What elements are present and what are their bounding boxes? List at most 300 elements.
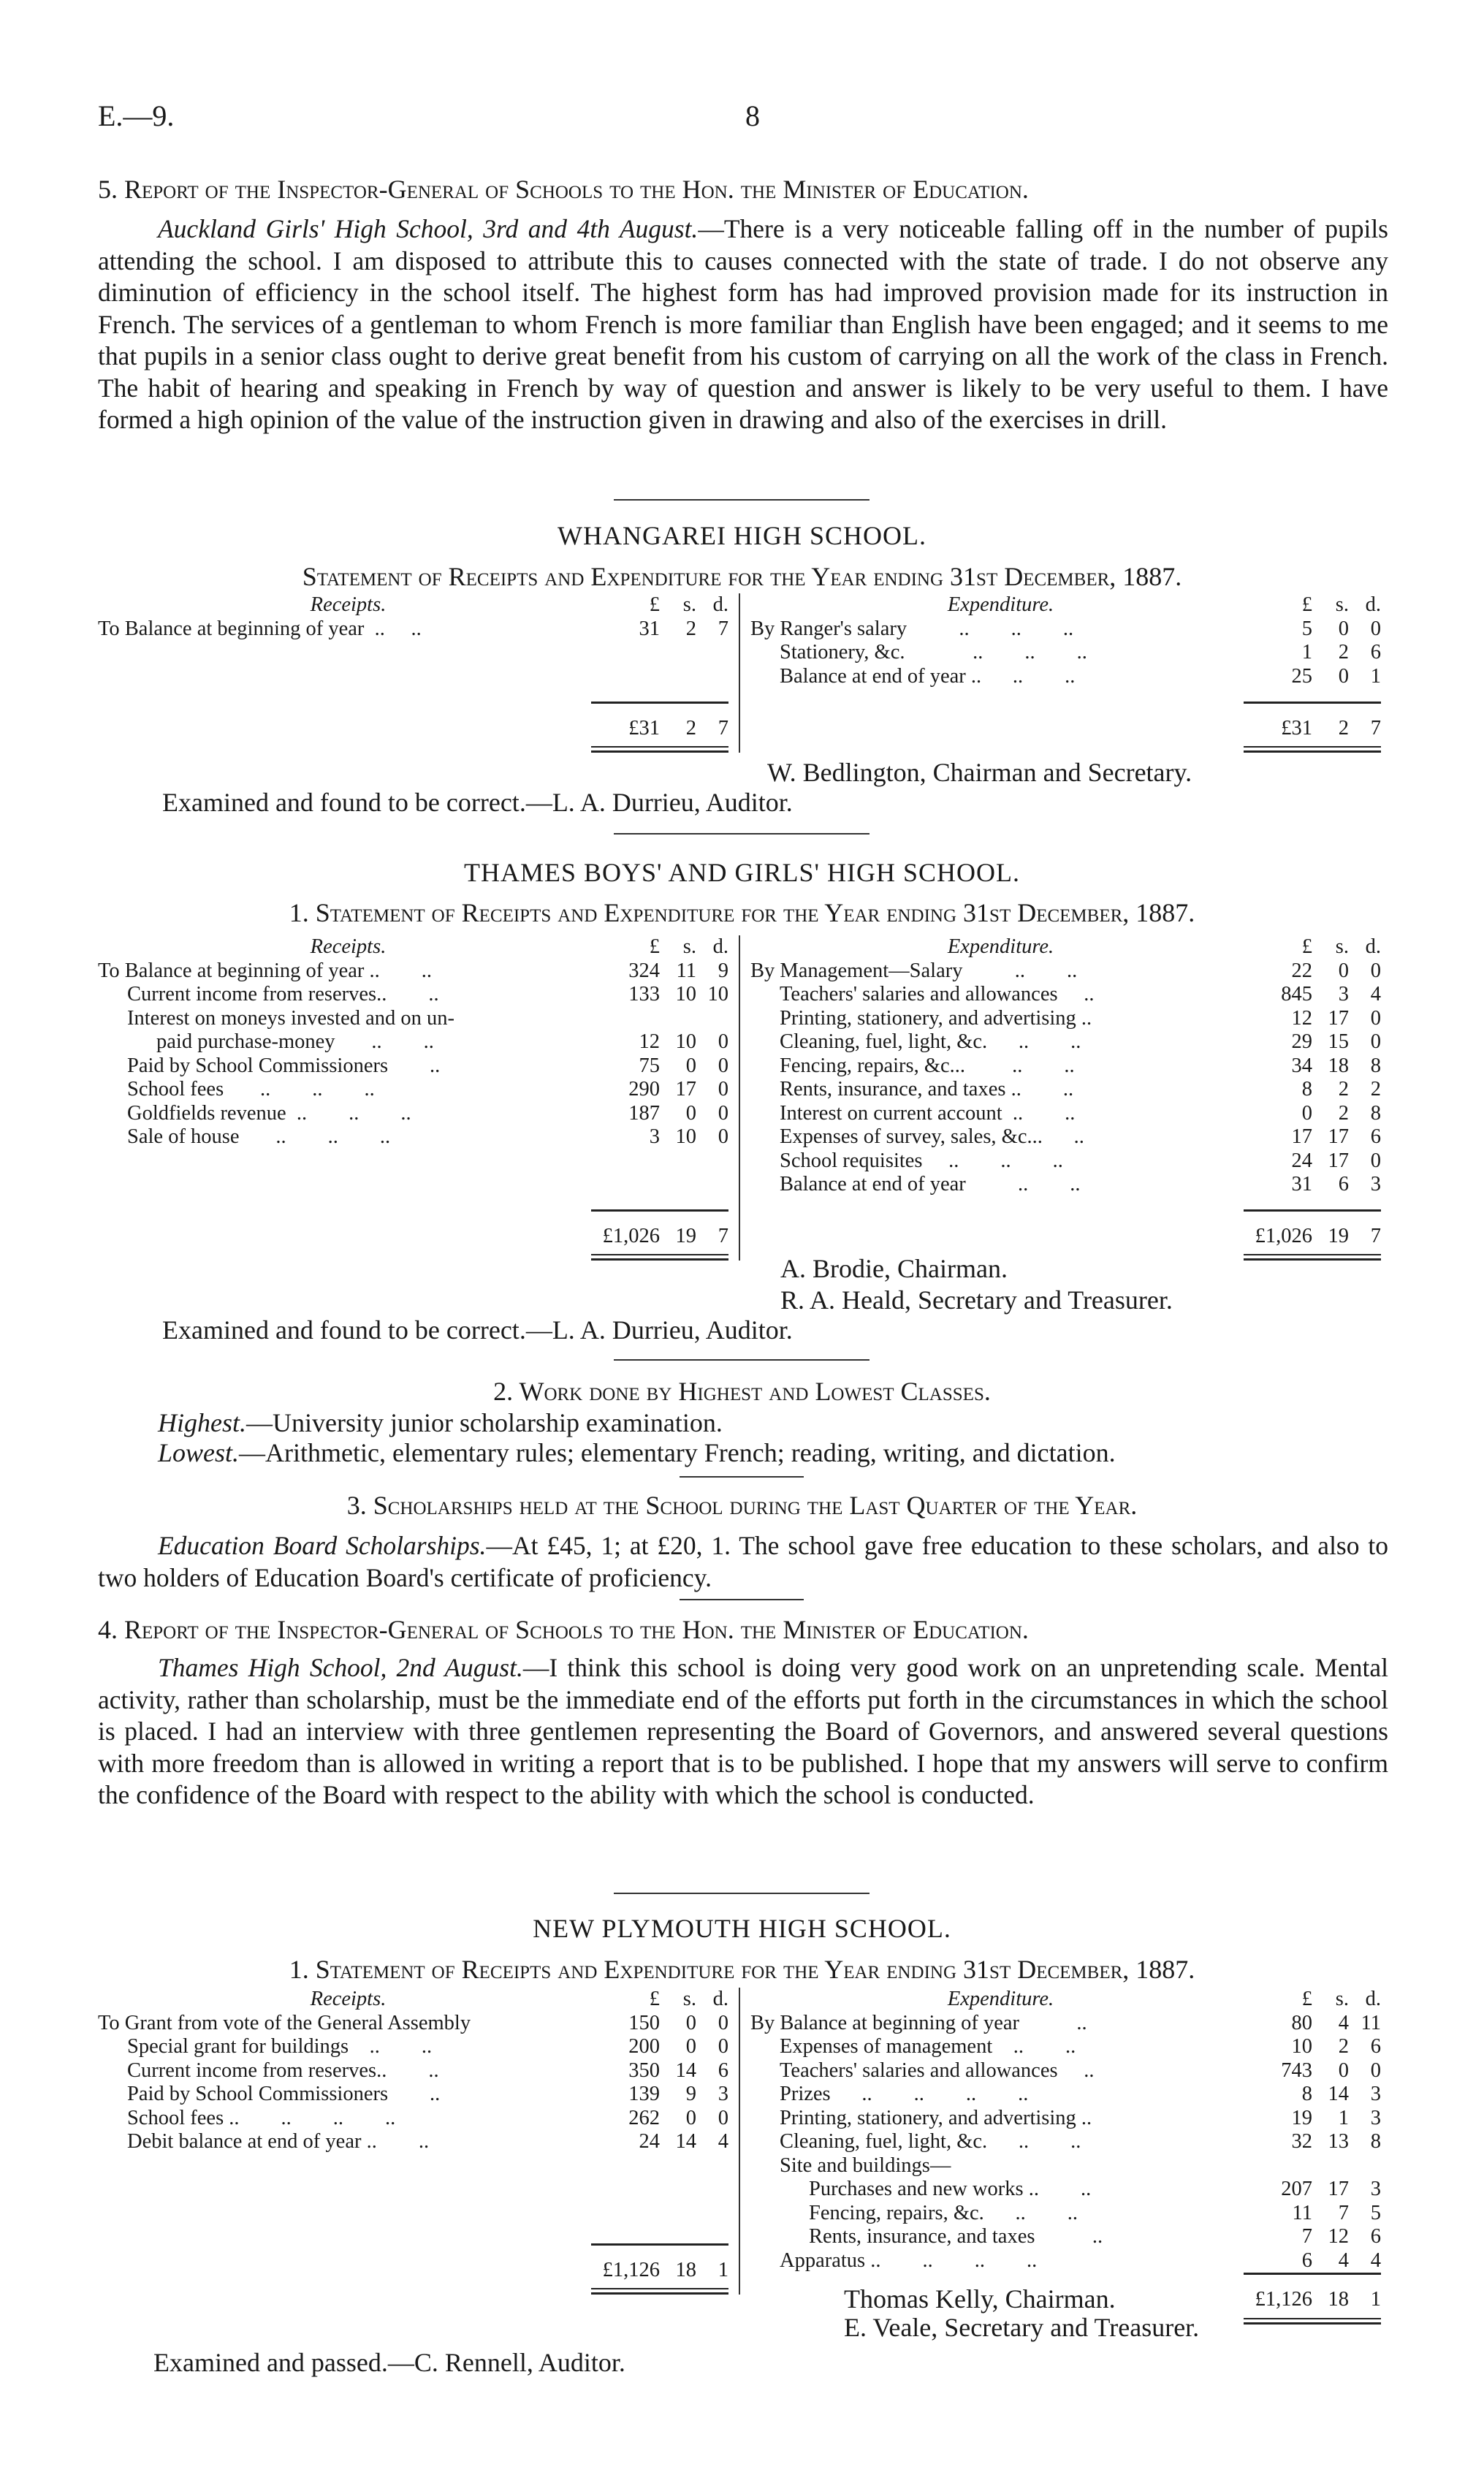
new-plymouth-statement: 1. Statement of Receipts and Expenditure for the Year ending 31st December, 1887. <box>289 1955 1195 1984</box>
amount-s: 0 <box>685 1054 696 1077</box>
expenditure-header-row <box>750 1988 1381 2012</box>
total-box <box>591 702 728 753</box>
account-row <box>750 665 1381 689</box>
amount-l: 133 <box>628 983 660 1006</box>
account-row <box>750 2083 1381 2107</box>
thames-signature-chairman: A. Brodie, Chairman. <box>780 1254 1008 1283</box>
account-row <box>750 983 1381 1007</box>
amount-l: 207 <box>1281 2178 1312 2200</box>
account-label: By Ranger's salary .. .. .. <box>750 617 1074 640</box>
total-block <box>98 2243 728 2295</box>
currency-header-s: s. <box>682 1988 696 2010</box>
amount-s: 14 <box>675 2130 696 2153</box>
amount-s: 18 <box>1328 1054 1349 1077</box>
new-plymouth-examined: Examined and passed.—C. Rennell, Auditor. <box>153 2348 625 2377</box>
amount-l: 8 <box>1301 1078 1312 1101</box>
scholarships-text: —At £45, 1; at £20, 1. The school gave free education to these scholars, and also to two holders of Education Board's certificate of proficiency. <box>98 1531 1388 1592</box>
amount-d: 0 <box>718 1125 728 1148</box>
amount-l: 845 <box>1281 983 1312 1006</box>
total-l: £31 <box>1281 716 1312 740</box>
total-block <box>750 702 1381 753</box>
thames-signature-secretary: R. A. Heald, Secretary and Treasurer. <box>780 1285 1173 1315</box>
amount-l: 5 <box>1301 617 1312 640</box>
lowest-label: Lowest. <box>158 1438 240 1467</box>
account-row <box>750 2178 1381 2202</box>
expenditure-heading: Expenditure. <box>947 1988 1054 2010</box>
total-s: 18 <box>1328 2288 1349 2311</box>
divider <box>614 499 870 501</box>
currency-header-d: d. <box>1365 935 1381 958</box>
amount-l: 80 <box>1291 2011 1312 2034</box>
amount-d: 0 <box>718 2106 728 2129</box>
receipts-column <box>98 1988 740 2295</box>
account-row <box>98 1102 728 1126</box>
account-label: Fencing, repairs, &c... .. .. <box>780 1054 1075 1077</box>
amount-d: 0 <box>1370 1149 1381 1172</box>
currency-header-d: d. <box>1365 1988 1381 2010</box>
whangarei-title: WHANGAREI HIGH SCHOOL. <box>558 521 926 550</box>
amount-d: 10 <box>707 983 728 1006</box>
amount-l: 7 <box>1301 2225 1312 2248</box>
amount-d: 6 <box>1370 641 1381 664</box>
account-row <box>750 2107 1381 2131</box>
currency-header-l: £ <box>649 593 660 616</box>
expenditure-column <box>740 593 1381 753</box>
expenditure-column <box>740 935 1381 1261</box>
thames-accounts-table <box>98 935 1381 1261</box>
total-row <box>591 717 728 741</box>
amount-s: 11 <box>676 959 696 982</box>
account-label: Paid by School Commissioners .. <box>127 2083 441 2105</box>
account-label: Prizes .. .. .. .. <box>780 2083 1029 2105</box>
account-label: Debit balance at end of year .. .. <box>127 2130 430 2153</box>
amount-d: 8 <box>1370 1101 1381 1125</box>
amount-d: 6 <box>1370 2035 1381 2058</box>
account-label: Balance at end of year .. .. .. <box>780 664 1076 688</box>
thames-statement: 1. Statement of Receipts and Expenditure for the Year ending 31st December, 1887. <box>289 898 1195 927</box>
account-label: Expenses of survey, sales, &c... .. <box>780 1125 1084 1148</box>
amount-s: 2 <box>1338 1078 1349 1101</box>
total-s: 2 <box>1338 716 1349 740</box>
account-label: Balance at end of year .. .. <box>780 1173 1081 1196</box>
account-label: Current income from reserves.. .. <box>127 2059 439 2082</box>
double-rule <box>591 746 728 753</box>
account-row <box>750 2059 1381 2083</box>
total-block <box>98 702 728 753</box>
amount-s: 17 <box>675 1078 696 1101</box>
account-label: Goldfields revenue .. .. .. <box>127 1101 411 1125</box>
expenditure-heading: Expenditure. <box>947 935 1054 958</box>
account-row <box>98 1007 728 1031</box>
amount-d: 8 <box>1370 1054 1381 1077</box>
currency-header-s: s. <box>1335 1988 1349 2010</box>
account-row <box>750 1125 1381 1149</box>
amount-d: 3 <box>1370 2178 1381 2200</box>
total-box <box>591 1209 728 1261</box>
amount-s <box>1312 2154 1349 2178</box>
amount-l: 6 <box>1301 2249 1312 2272</box>
amount-s: 10 <box>675 1125 696 1148</box>
account-row <box>750 2035 1381 2059</box>
amount-s: 13 <box>1328 2130 1349 2153</box>
account-label: Teachers' salaries and allowances .. <box>780 2059 1095 2082</box>
total-row <box>1244 2288 1381 2312</box>
account-row <box>98 2130 728 2154</box>
amount-d <box>1349 2154 1381 2178</box>
divider <box>680 1599 804 1600</box>
account-row <box>750 1054 1381 1079</box>
account-label: Teachers' salaries and allowances .. <box>780 983 1095 1006</box>
amount-d: 9 <box>718 959 728 982</box>
amount-l: 350 <box>628 2059 660 2082</box>
amount-l: 3 <box>649 1125 660 1148</box>
amount-s: 0 <box>685 2011 696 2034</box>
currency-header-s: s. <box>1335 935 1349 958</box>
total-d: 1 <box>718 2258 728 2281</box>
highest-label: Highest. <box>158 1408 246 1437</box>
currency-header-l: £ <box>1301 935 1312 958</box>
total-box <box>591 2243 728 2295</box>
divider <box>614 1893 870 1894</box>
amount-l: 25 <box>1291 664 1312 688</box>
thames-report-paragraph <box>98 1652 1388 1812</box>
divider <box>680 1476 804 1478</box>
amount-s: 9 <box>685 2083 696 2105</box>
account-row <box>750 1007 1381 1031</box>
account-label: Cleaning, fuel, light, &c. .. .. <box>780 1030 1081 1053</box>
currency-header-l: £ <box>649 935 660 958</box>
thames-report-heading: 4. Report of the Inspector-General of Schools to the Hon. the Minister of Education. <box>98 1615 1029 1644</box>
account-row <box>750 2202 1381 2226</box>
amount-s: 17 <box>1328 1125 1349 1148</box>
account-row <box>750 2130 1381 2154</box>
amount-d: 3 <box>1370 2083 1381 2105</box>
amount-l: 75 <box>639 1054 660 1077</box>
total-box <box>1244 2273 1381 2325</box>
currency-header-l: £ <box>649 1988 660 2010</box>
currency-header-l: £ <box>1301 593 1312 616</box>
amount-l: 743 <box>1281 2059 1312 2082</box>
account-row <box>98 1078 728 1102</box>
total-s: 2 <box>685 716 696 740</box>
amount-d: 8 <box>1370 2130 1381 2153</box>
currency-header-d: d. <box>712 593 728 616</box>
amount-d: 0 <box>718 2035 728 2058</box>
amount-d: 0 <box>1370 959 1381 982</box>
total-d: 7 <box>1370 716 1381 740</box>
receipts-column <box>98 935 740 1261</box>
amount-l: 187 <box>628 1101 660 1125</box>
total-row <box>1244 1225 1381 1249</box>
amount-d: 0 <box>718 1054 728 1077</box>
currency-header-l: £ <box>1301 1988 1312 2010</box>
amount-s: 0 <box>1338 617 1349 640</box>
total-l: £1,026 <box>1255 1224 1312 1247</box>
amount-s: 7 <box>1338 2201 1349 2224</box>
total-l: £1,126 <box>1255 2288 1312 2311</box>
amount-l: 11 <box>1292 2201 1312 2224</box>
amount-s: 12 <box>1328 2225 1349 2248</box>
account-label: To Balance at beginning of year .. .. <box>98 617 422 640</box>
account-label: Interest on current account .. .. <box>780 1101 1076 1125</box>
currency-header-d: d. <box>1365 593 1381 616</box>
currency-header-s: s. <box>1335 593 1349 616</box>
double-rule <box>1244 746 1381 753</box>
account-row <box>750 2154 1381 2178</box>
account-label: School fees .. .. .. <box>127 1078 375 1101</box>
amount-s: 0 <box>1338 959 1349 982</box>
amount-s: 17 <box>1328 1006 1349 1030</box>
page-number: 8 <box>745 99 760 132</box>
amount-s: 17 <box>1328 2178 1349 2200</box>
highest-text: —University junior scholarship examination. <box>246 1408 723 1437</box>
account-row <box>98 959 728 984</box>
account-row <box>750 617 1381 642</box>
account-label: Stationery, &c. .. .. .. <box>780 641 1087 664</box>
total-l: £31 <box>628 716 660 740</box>
scholarships-lead: Education Board Scholarships. <box>158 1531 487 1560</box>
amount-l: 24 <box>639 2130 660 2153</box>
account-row <box>750 2012 1381 2036</box>
amount-d: 11 <box>1361 2011 1381 2034</box>
total-d: 1 <box>1370 2288 1381 2311</box>
receipts-header-row <box>98 1988 728 2012</box>
receipts-header-row <box>98 935 728 959</box>
amount-d: 0 <box>1370 2059 1381 2082</box>
amount-s: 3 <box>1338 983 1349 1006</box>
amount-s <box>660 1007 696 1031</box>
amount-l: 10 <box>1291 2035 1312 2058</box>
thames-title: THAMES BOYS' AND GIRLS' HIGH SCHOOL. <box>463 858 1021 887</box>
amount-d: 0 <box>718 1078 728 1101</box>
amount-l: 1 <box>1301 641 1312 664</box>
amount-s: 0 <box>685 2106 696 2129</box>
double-rule <box>591 1254 728 1261</box>
work-highest <box>158 1407 723 1438</box>
divider <box>614 1359 870 1361</box>
total-d: 7 <box>718 716 728 740</box>
amount-s: 14 <box>1328 2083 1349 2105</box>
amount-d: 7 <box>718 617 728 640</box>
account-label: Purchases and new works .. .. <box>809 2178 1092 2200</box>
amount-l: 34 <box>1291 1054 1312 1077</box>
amount-l: 22 <box>1291 959 1312 982</box>
total-l: £1,126 <box>602 2258 660 2281</box>
total-d: 7 <box>1370 1224 1381 1247</box>
amount-d <box>696 1007 728 1031</box>
amount-s: 2 <box>1338 1101 1349 1125</box>
scholarships-paragraph <box>98 1530 1388 1594</box>
amount-l <box>598 1007 660 1031</box>
account-label: Printing, stationery, and advertising .. <box>780 1006 1092 1030</box>
receipts-column <box>98 593 740 753</box>
total-row <box>591 1225 728 1249</box>
double-rule <box>591 2288 728 2295</box>
amount-d: 0 <box>718 2011 728 2034</box>
account-row <box>750 2225 1381 2249</box>
amount-l: 31 <box>639 617 660 640</box>
account-label: School requisites .. .. .. <box>780 1149 1063 1172</box>
account-label: Sale of house .. .. .. <box>127 1125 391 1148</box>
amount-d: 4 <box>718 2130 728 2153</box>
whangarei-examined: Examined and found to be correct.—L. A. Durrieu, Auditor. <box>162 788 793 817</box>
amount-d: 4 <box>1370 983 1381 1006</box>
auckland-report-paragraph <box>98 213 1388 436</box>
amount-s: 6 <box>1338 1173 1349 1196</box>
amount-s: 2 <box>685 617 696 640</box>
amount-l: 17 <box>1291 1125 1312 1148</box>
amount-s: 4 <box>1338 2011 1349 2034</box>
account-label: paid purchase-money .. .. <box>156 1030 434 1053</box>
account-row <box>750 1102 1381 1126</box>
amount-l: 12 <box>639 1030 660 1053</box>
amount-l: 0 <box>1301 1101 1312 1125</box>
total-box <box>1244 702 1381 753</box>
account-row <box>750 1173 1381 1197</box>
account-label: To Balance at beginning of year .. .. <box>98 959 433 982</box>
account-row <box>98 2059 728 2083</box>
scholarships-heading: 3. Scholarships held at the School during the Last Quarter of the Year. <box>346 1491 1138 1520</box>
expenditure-heading: Expenditure. <box>947 593 1054 616</box>
account-label: School fees .. .. .. .. <box>127 2106 396 2129</box>
whangarei-signature: W. Bedlington, Chairman and Secretary. <box>767 758 1192 787</box>
work-heading: 2. Work done by Highest and Lowest Classes. <box>493 1377 991 1406</box>
thames-examined: Examined and found to be correct.—L. A. Durrieu, Auditor. <box>162 1315 793 1345</box>
total-row <box>591 2259 728 2283</box>
account-label: Special grant for buildings .. .. <box>127 2035 433 2058</box>
total-l: £1,026 <box>602 1224 660 1247</box>
account-label: Rents, insurance, and taxes .. .. <box>780 1078 1074 1101</box>
account-label: Site and buildings— <box>780 2154 951 2177</box>
amount-l: 150 <box>628 2011 660 2034</box>
whangarei-accounts-table <box>98 593 1381 753</box>
receipts-heading: Receipts. <box>310 935 387 958</box>
amount-s: 0 <box>1338 2059 1349 2082</box>
amount-s: 17 <box>1328 1149 1349 1172</box>
account-row <box>750 1078 1381 1102</box>
currency-header-d: d. <box>712 935 728 958</box>
amount-d: 6 <box>718 2059 728 2082</box>
account-row <box>98 2107 728 2131</box>
account-row <box>98 2083 728 2107</box>
new-plymouth-signature-chairman: Thomas Kelly, Chairman. <box>844 2284 1116 2314</box>
new-plymouth-title: NEW PLYMOUTH HIGH SCHOOL. <box>533 1914 951 1943</box>
amount-d: 6 <box>1370 2225 1381 2248</box>
total-block <box>98 1209 728 1261</box>
amount-l: 12 <box>1291 1006 1312 1030</box>
amount-s: 14 <box>675 2059 696 2082</box>
account-label: Interest on moneys invested and on un- <box>127 1006 454 1030</box>
currency-header-d: d. <box>712 1988 728 2010</box>
amount-d: 0 <box>1370 1030 1381 1053</box>
thames-report-lead: Thames High School, 2nd August. <box>158 1653 523 1682</box>
account-row <box>98 617 728 642</box>
account-row <box>98 2012 728 2036</box>
expenditure-header-row <box>750 935 1381 959</box>
account-row <box>98 983 728 1007</box>
account-row <box>98 1054 728 1079</box>
amount-s: 4 <box>1338 2249 1349 2272</box>
account-label: Rents, insurance, and taxes .. <box>809 2225 1103 2248</box>
amount-d: 2 <box>1370 1078 1381 1101</box>
new-plymouth-signature-secretary: E. Veale, Secretary and Treasurer. <box>844 2313 1200 2342</box>
amount-l: 29 <box>1291 1030 1312 1053</box>
currency-header-s: s. <box>682 593 696 616</box>
account-label: Cleaning, fuel, light, &c. .. .. <box>780 2130 1081 2153</box>
amount-l: 24 <box>1291 1149 1312 1172</box>
lowest-text: —Arithmetic, elementary rules; elementary French; reading, writing, and dictation. <box>239 1438 1116 1467</box>
total-s: 18 <box>675 2258 696 2281</box>
amount-l: 8 <box>1301 2083 1312 2105</box>
amount-l: 200 <box>628 2035 660 2058</box>
amount-d: 0 <box>1370 617 1381 640</box>
double-rule <box>1244 1254 1381 1261</box>
whangarei-statement: Statement of Receipts and Expenditure for the Year ending 31st December, 1887. <box>302 562 1182 591</box>
amount-d: 6 <box>1370 1125 1381 1148</box>
expenditure-header-row <box>750 593 1381 617</box>
amount-l: 262 <box>628 2106 660 2129</box>
account-label: By Balance at beginning of year .. <box>750 2011 1087 2034</box>
amount-d: 3 <box>718 2083 728 2105</box>
account-row <box>98 2035 728 2059</box>
amount-s: 1 <box>1338 2106 1349 2129</box>
auckland-report-lead: Auckland Girls' High School, 3rd and 4th August. <box>158 214 699 243</box>
amount-l: 31 <box>1291 1173 1312 1196</box>
account-row <box>750 959 1381 984</box>
account-label: Apparatus .. .. .. .. <box>780 2249 1038 2272</box>
amount-d: 5 <box>1370 2201 1381 2224</box>
amount-l: 19 <box>1291 2106 1312 2129</box>
account-row <box>750 2249 1381 2273</box>
amount-d: 0 <box>718 1101 728 1125</box>
account-label: By Management—Salary .. .. <box>750 959 1078 982</box>
total-d: 7 <box>718 1224 728 1247</box>
amount-l: 139 <box>628 2083 660 2105</box>
amount-s: 2 <box>1338 2035 1349 2058</box>
account-row <box>98 1125 728 1149</box>
receipts-header-row <box>98 593 728 617</box>
amount-d: 3 <box>1370 1173 1381 1196</box>
auckland-report-heading: 5. Report of the Inspector-General of Schools to the Hon. the Minister of Education. <box>98 175 1029 204</box>
total-s: 19 <box>675 1224 696 1247</box>
amount-l: 324 <box>628 959 660 982</box>
account-label: Fencing, repairs, &c. .. .. <box>809 2201 1078 2224</box>
amount-s: 0 <box>685 1101 696 1125</box>
account-label: To Grant from vote of the General Assembly <box>98 2011 471 2034</box>
account-row <box>750 641 1381 665</box>
amount-d: 3 <box>1370 2106 1381 2129</box>
amount-l: 290 <box>628 1078 660 1101</box>
account-row <box>750 1149 1381 1174</box>
account-row <box>98 1030 728 1054</box>
amount-s: 10 <box>675 1030 696 1053</box>
account-label: Expenses of management .. .. <box>780 2035 1076 2058</box>
account-label: Paid by School Commissioners .. <box>127 1054 441 1077</box>
auckland-report-text: —There is a very noticeable falling off in the number of pupils attending the school. I am disposed to attribute this to causes connected with the state of trade. I do not observe any diminution of efficiency in the school itself. The highest form has had improved provision made for its instruction in French. The services of a gentleman to whom French is more familiar than English have been engaged; and it seems to me that pupils in a senior class ought to derive great benefit from his custom of carrying on all the work of the class in French. The habit of hearing and speaking in French by way of question and answer is likely to be very useful to them. I have formed a high opinion of the value of the instruction given in drawing and also of the exercises in drill. <box>98 214 1388 434</box>
amount-s: 0 <box>685 2035 696 2058</box>
thames-report-text: —I think this school is doing very good work on an unpretending scale. Mental activity, rather than scholarship, must be the immediate end of the efforts put forth in the circumstances in which the school is placed. I had an interview with three gentlemen representing the Board of Governors, and answered several questions with more freedom than is allowed in writing a report that is to be published. I hope that my answers will serve to confirm the confidence of the Board with respect to the ability with which the school is conducted. <box>98 1653 1388 1809</box>
amount-l <box>1251 2154 1312 2178</box>
total-row <box>1244 717 1381 741</box>
amount-d: 1 <box>1370 664 1381 688</box>
divider <box>614 833 870 835</box>
report-reference: E.—9. <box>98 99 175 132</box>
receipts-heading: Receipts. <box>310 593 387 616</box>
total-s: 19 <box>1328 1224 1349 1247</box>
amount-s: 15 <box>1328 1030 1349 1053</box>
amount-s: 10 <box>675 983 696 1006</box>
amount-s: 0 <box>1338 664 1349 688</box>
